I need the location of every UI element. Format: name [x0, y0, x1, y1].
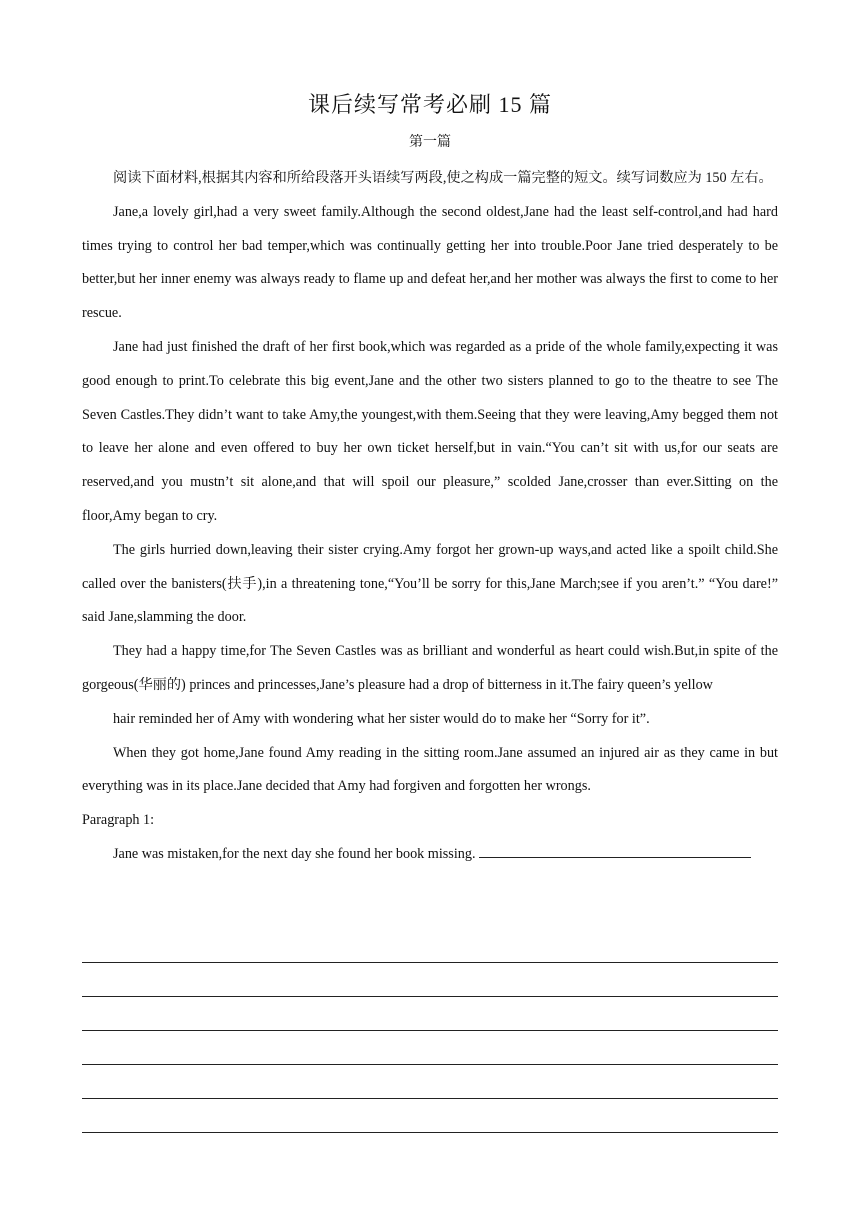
story-paragraph: When they got home,Jane found Amy reading in the sitting room.Jane assumed an injured air as they came in but everything was in its place.Jane decided that Amy had forgiven and forgotten her wrongs. [82, 744, 778, 795]
writing-lines [82, 962, 778, 1166]
story-paragraph: hair reminded her of Amy with wondering what her sister would do to make her “Sorry for it”. [113, 710, 650, 727]
document-body [82, 162, 778, 872]
writing-line[interactable] [82, 1132, 778, 1133]
writing-line[interactable] [82, 1098, 778, 1099]
section-heading: 第一篇 [409, 135, 451, 150]
story-paragraph: Jane had just finished the draft of her first book,which was regarded as a pride of the whole family,expecting it was good enough to print.To celebrate this big event,Jane and the other two sisters planned to go to the theatre to see The Seven Castles.They didn’t want to take Amy,the youngest,with them.Seeing that they were leaving,Amy begged them not to leave her alone and even offered to buy her own ticket herself,but in vain.“You can’t sit with us,for our seats are reserved,and you mustn’t sit alone,and that will spoil our pleasure,” scolded Jane,crosser than ever.Sitting on the floor,Amy began to cry. [82, 338, 778, 524]
story-paragraph: They had a happy time,for The Seven Castles was as brilliant and wonderful as heart could wish.But,in spite of the gorgeous(华丽的) princes and princesses,Jane’s pleasure had a drop of bitterness in it.The fairy queen’s yellow [82, 643, 778, 693]
instructions-text: 阅读下面材料,根据其内容和所给段落开头语续写两段,使之构成一篇完整的短文。续写词数应为 150 左右。 [113, 170, 773, 186]
story-paragraph: The girls hurried down,leaving their sister crying.Amy forgot her grown-up ways,and acted like a spoilt child.She called over the banisters(扶手),in a threatening tone,“You’ll be sorry for this,Jane March;see if you aren’t.” “You dare!” said Jane,slamming the door. [82, 541, 778, 626]
paragraph1-label: Paragraph 1: [82, 812, 155, 829]
document-title: 课后续写常考必刷 15 篇 [307, 92, 552, 117]
paragraph1-start: Jane was mistaken,for the next day she found her book missing. [113, 845, 476, 862]
writing-line[interactable] [82, 1030, 778, 1031]
writing-line[interactable] [82, 962, 778, 963]
writing-line[interactable] [82, 996, 778, 997]
paragraph1-prompt [82, 838, 778, 872]
story-paragraph: Jane,a lovely girl,had a very sweet family.Although the second oldest,Jane had the least self-control,and had hard times trying to control her bad temper,which was continually getting her into trouble.Poor Jane tried desperately to be better,but her inner enemy was always ready to flame up and defeat her,and her mother was always the first to come to her rescue. [82, 203, 778, 322]
answer-blank[interactable] [479, 845, 751, 858]
writing-line[interactable] [82, 1064, 778, 1065]
